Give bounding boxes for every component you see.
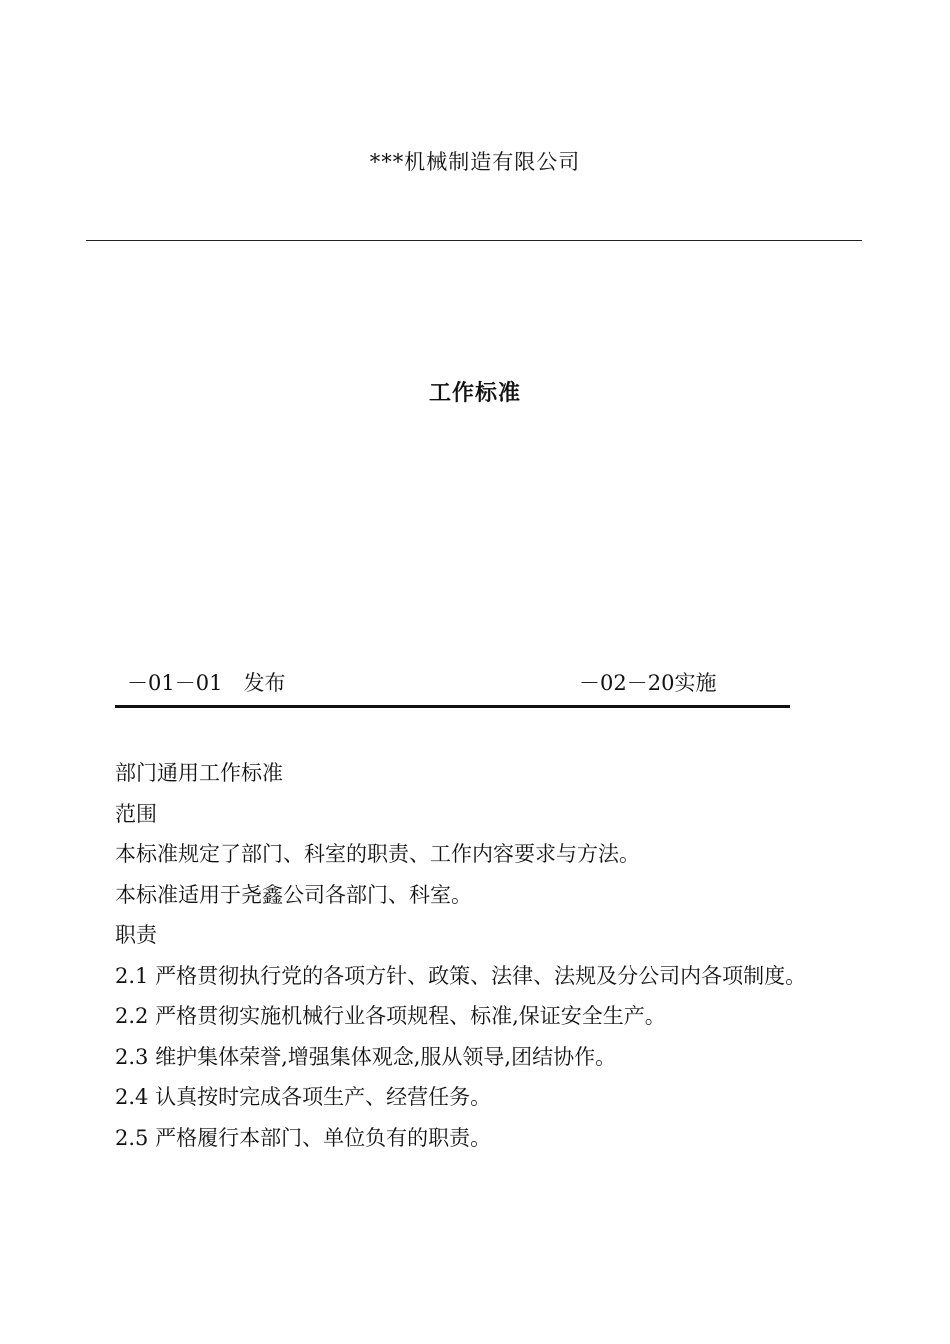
- cover-divider: [115, 705, 790, 708]
- document-title: 工作标准: [428, 381, 521, 406]
- document-body: [115, 753, 845, 1158]
- issue-date: －01－01 发布: [127, 671, 286, 695]
- company-name: ***机械制造有限公司: [369, 150, 581, 174]
- scope-paragraph: 本标准规定了部门、科室的职责、工作内容要求与方法。: [115, 842, 640, 866]
- effective-date: －02－20实施: [579, 671, 717, 695]
- duty-item: 2.4 认真按时完成各项生产、经营任务。: [115, 1085, 492, 1109]
- duty-item: 2.5 严格履行本部门、单位负有的职责。: [115, 1125, 492, 1150]
- header-divider: [86, 240, 862, 241]
- duty-item: 2.3 维护集体荣誉,增强集体观念,服从领导,团结协作。: [115, 1044, 617, 1069]
- scope-paragraph: 本标准适用于尧鑫公司各部门、科室。: [115, 882, 472, 907]
- duty-item: 2.1 严格贯彻执行党的各项方针、政策、法律、法规及分公司内各项制度。: [115, 963, 807, 988]
- duty-heading: 职责: [115, 923, 157, 947]
- duty-item: 2.2 严格贯彻实施机械行业各项规程、标准,保证安全生产。: [115, 1004, 666, 1028]
- section-title: 部门通用工作标准: [115, 761, 283, 785]
- scope-heading: 范围: [115, 801, 157, 826]
